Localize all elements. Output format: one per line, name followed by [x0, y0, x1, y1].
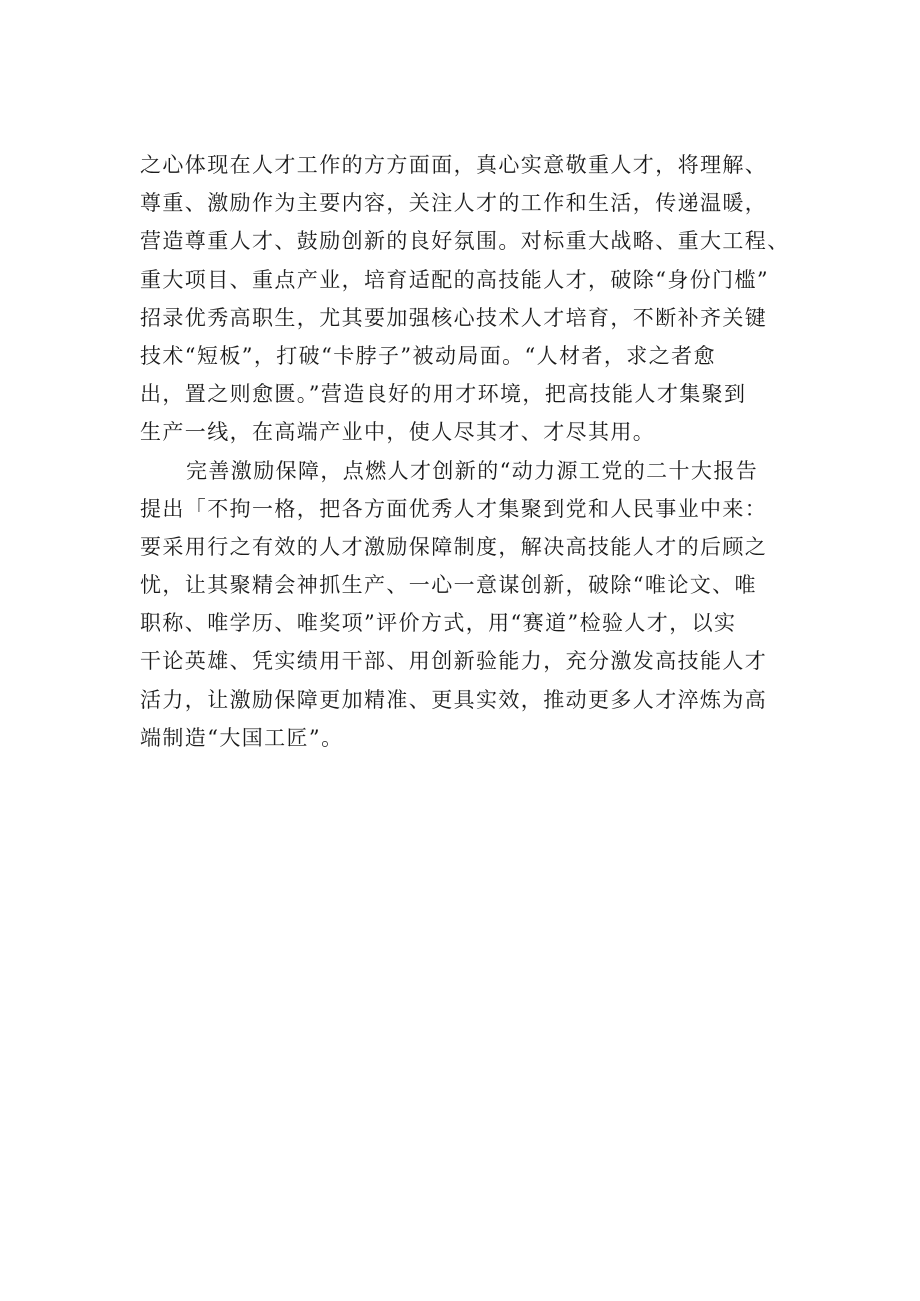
text-line: 营造尊重人才、鼓励创新的良好氛围。对标重大战略、重大工程、 [140, 229, 790, 254]
text-line: 技术“短板”，打破“卡脖子”被动局面。“人材者，求之者愈 [140, 343, 716, 368]
text-line: 提出「不拘一格，把各方面优秀人才集聚到党和人民事业中来： [140, 496, 768, 521]
text-line: 之心体现在人才工作的方方面面，真心实意敬重人才，将理解、 [140, 153, 768, 177]
text-line: 忧，让其聚精会神抓生产、一心一意谋创新，破除“唯论文、唯 [140, 573, 757, 598]
text-line: 重大项目、重点产业，培育适配的高技能人才，破除“身份门槛” [140, 267, 770, 292]
text-line: 活力，让激励保障更加精准、更具实效，推动更多人才淬炼为高 [140, 687, 768, 712]
text-line: 职称、唯学历、唯奖项”评价方式，用“赛道”检验人才，以实 [140, 611, 737, 636]
paragraph-start-line: 完善激励保障，点燃人才创新的“动力源工党的二十大报告 [186, 458, 759, 483]
text-line: 要采用行之有效的人才激励保障制度，解决高技能人才的后顾之 [140, 534, 768, 559]
body-text [140, 146, 820, 757]
text-line: 生产一线，在高端产业中，使人尽其才、才尽其用。 [140, 420, 656, 445]
text-line: 干论英雄、凭实绩用干部、用创新验能力，充分激发高技能人才 [140, 649, 768, 674]
text-line: 招录优秀高职生，尤其要加强核心技术人才培育，不断补齐关键 [140, 305, 768, 330]
text-line: 端制造“大国工匠”。 [140, 725, 344, 750]
text-line: 出，置之则愈匮。”营造良好的用才环境，把高技能人才集聚到 [140, 382, 747, 407]
text-line: 尊重、激励作为主要内容，关注人才的工作和生活，传递温暖， [140, 191, 768, 216]
